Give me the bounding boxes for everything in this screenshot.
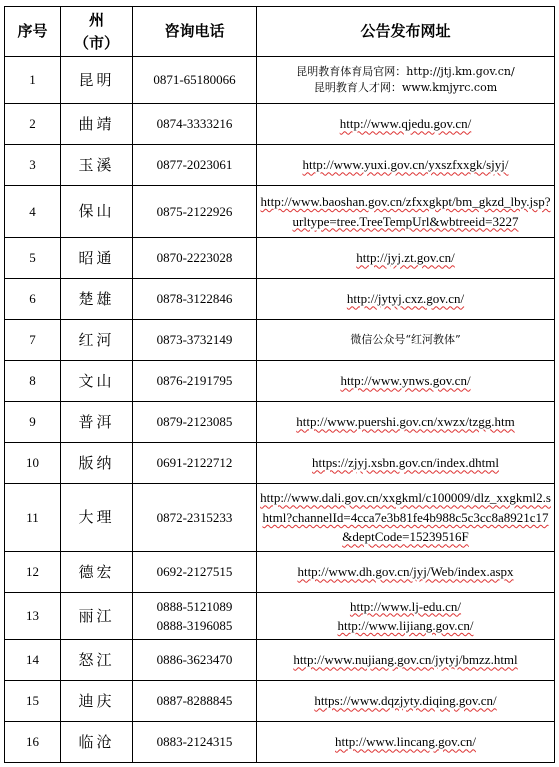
table-row (5, 593, 555, 640)
table-row (5, 681, 555, 722)
row-phone: 0888-3196085 (156, 618, 233, 633)
row-url-cell (257, 361, 555, 402)
row-url-text: 微信公众号“红河教体” (350, 332, 461, 346)
row-url-cell (257, 238, 555, 279)
contact-table (4, 6, 555, 763)
row-city: 曲靖 (61, 104, 133, 145)
row-city: 丽江 (61, 593, 133, 640)
row-phone: 0875-2122926 (156, 203, 233, 219)
header-url: 公告发布网址 (257, 7, 555, 57)
row-url-cell (257, 443, 555, 484)
row-url-link[interactable]: http://jyj.zt.gov.cn/ (356, 250, 455, 266)
header-city-line1: 州 (88, 11, 104, 29)
row-seq: 5 (5, 238, 61, 279)
row-url-cell (257, 104, 555, 145)
row-url-link[interactable]: http://www.lincang.gov.cn/ (335, 734, 476, 750)
table-body (5, 57, 555, 763)
header-city (61, 7, 133, 57)
table-row (5, 238, 555, 279)
row-url-link[interactable]: 昆明教育人才网：www.kmjyrc.com (313, 81, 498, 94)
row-phone-cell (133, 279, 257, 320)
row-phone-cell (133, 320, 257, 361)
table-row (5, 484, 555, 552)
table-row (5, 552, 555, 593)
table-row (5, 104, 555, 145)
table-row (5, 361, 555, 402)
row-city: 怒江 (61, 640, 133, 681)
row-url-cell (257, 640, 555, 681)
row-phone: 0887-8288845 (156, 693, 233, 709)
row-phone-cell (133, 552, 257, 593)
row-seq: 15 (5, 681, 61, 722)
table-row (5, 279, 555, 320)
table-row (5, 320, 555, 361)
row-seq: 8 (5, 361, 61, 402)
row-url-link[interactable]: http://www.ynws.gov.cn/ (340, 373, 471, 389)
table-row (5, 443, 555, 484)
row-seq: 10 (5, 443, 61, 484)
row-city: 临沧 (61, 722, 133, 763)
header-phone: 咨询电话 (133, 7, 257, 57)
row-seq: 6 (5, 279, 61, 320)
row-city: 文山 (61, 361, 133, 402)
row-city: 版纳 (61, 443, 133, 484)
row-url-link[interactable]: 昆明教育体育局官网：http://jtj.km.gov.cn/ (296, 64, 515, 78)
table-row (5, 402, 555, 443)
row-phone: 0872-2315233 (156, 509, 233, 525)
row-city: 红河 (61, 320, 133, 361)
row-seq: 1 (5, 57, 61, 104)
row-phone: 0878-3122846 (156, 291, 233, 307)
row-phone-cell (133, 186, 257, 238)
row-phone-cell (133, 484, 257, 552)
header-city-line2: （市） (73, 33, 119, 52)
row-city: 大理 (61, 484, 133, 552)
row-url-link[interactable]: http://www.qjedu.gov.cn/ (339, 116, 472, 132)
row-phone: 0870-2223028 (156, 250, 233, 266)
row-url-link[interactable]: http://www.dali.gov.cn/xxgkml/c100009/dlz_xxgkml2.shtml?channelId=4cca7e3b81fe4b988c5c3cc8a8921c17&deptCode=15239516F (260, 490, 551, 545)
row-url-link[interactable]: http://www.puershi.gov.cn/xwzx/tzgg.htm (296, 414, 515, 430)
row-phone: 0883-2124315 (156, 734, 233, 750)
row-seq: 13 (5, 593, 61, 640)
row-url-cell (257, 722, 555, 763)
row-phone-cell (133, 104, 257, 145)
row-url-link[interactable]: https://zjyj.xsbn.gov.cn/index.dhtml (312, 455, 499, 471)
row-url-cell (257, 320, 555, 361)
row-city: 德宏 (61, 552, 133, 593)
row-url-link[interactable]: http://www.baoshan.gov.cn/zfxxgkpt/bm_gkzd_lby.jsp?urltype=tree.TreeTempUrl&wbtreeid=3227 (260, 194, 551, 229)
row-phone-cell (133, 722, 257, 763)
table-row (5, 722, 555, 763)
row-phone-cell (133, 640, 257, 681)
row-url-link[interactable]: http://www.dh.gov.cn/jyj/Web/index.aspx (297, 564, 514, 580)
row-seq: 7 (5, 320, 61, 361)
row-phone: 0692-2127515 (156, 564, 233, 580)
row-url-cell (257, 552, 555, 593)
row-phone-cell (133, 681, 257, 722)
row-phone: 0873-3732149 (156, 332, 233, 348)
row-phone-cell (133, 57, 257, 104)
row-url-cell (257, 593, 555, 640)
row-url-link[interactable]: http://www.yuxi.gov.cn/yxszfxxgk/sjyj/ (302, 157, 509, 173)
row-phone: 0691-2122712 (156, 455, 233, 471)
row-seq: 11 (5, 484, 61, 552)
table-row (5, 57, 555, 104)
header-seq: 序号 (5, 7, 61, 57)
row-seq: 14 (5, 640, 61, 681)
row-seq: 3 (5, 145, 61, 186)
row-url-link[interactable]: https://www.dqzjyty.diqing.gov.cn/ (314, 693, 497, 709)
row-url-cell (257, 484, 555, 552)
row-url-link[interactable]: http://www.lj-edu.cn/ (349, 598, 462, 614)
row-city: 保山 (61, 186, 133, 238)
row-url-link[interactable]: http://www.nujiang.gov.cn/jytyj/bmzz.html (293, 652, 518, 668)
row-phone: 0871-65180066 (153, 72, 236, 88)
row-url-cell (257, 681, 555, 722)
row-url-link[interactable]: http://www.lijiang.gov.cn/ (337, 618, 474, 633)
header-row (5, 7, 555, 57)
row-city: 普洱 (61, 402, 133, 443)
row-phone-cell (133, 402, 257, 443)
row-url-cell (257, 402, 555, 443)
row-phone: 0876-2191795 (156, 373, 233, 389)
table-row (5, 145, 555, 186)
row-city: 玉溪 (61, 145, 133, 186)
row-phone: 0879-2123085 (156, 414, 233, 430)
row-phone: 0886-3623470 (156, 652, 233, 668)
row-city: 迪庆 (61, 681, 133, 722)
row-phone-cell (133, 443, 257, 484)
row-city: 楚雄 (61, 279, 133, 320)
row-url-cell (257, 279, 555, 320)
row-phone-cell (133, 238, 257, 279)
row-phone: 0874-3333216 (156, 116, 233, 132)
row-seq: 9 (5, 402, 61, 443)
table-row (5, 640, 555, 681)
row-seq: 12 (5, 552, 61, 593)
row-seq: 16 (5, 722, 61, 763)
row-phone-cell (133, 145, 257, 186)
table-row (5, 186, 555, 238)
row-phone-cell (133, 593, 257, 640)
row-url-cell (257, 57, 555, 104)
row-url-cell (257, 186, 555, 238)
row-phone-cell (133, 361, 257, 402)
row-url-link[interactable]: http://jytyj.cxz.gov.cn/ (346, 291, 465, 307)
row-seq: 2 (5, 104, 61, 145)
row-url-cell (257, 145, 555, 186)
row-city: 昆明 (61, 57, 133, 104)
row-seq: 4 (5, 186, 61, 238)
row-phone: 0888-5121089 (156, 598, 233, 614)
row-city: 昭通 (61, 238, 133, 279)
row-phone: 0877-2023061 (156, 157, 233, 173)
